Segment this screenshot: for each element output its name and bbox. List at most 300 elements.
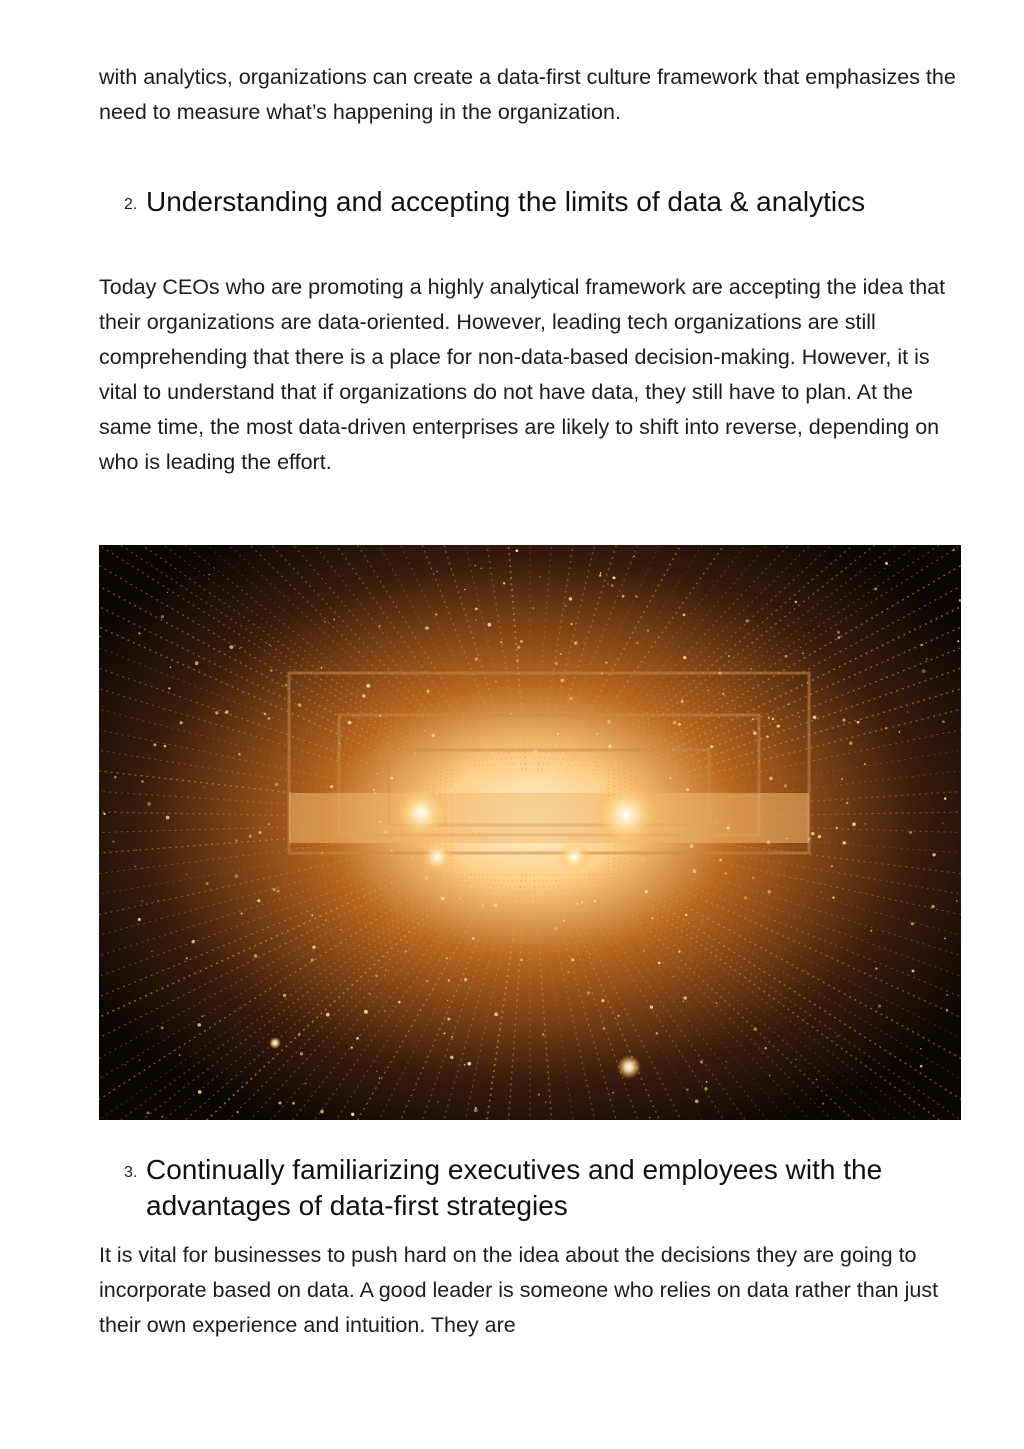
- light-sparkle: [391, 850, 393, 852]
- light-sparkle: [472, 937, 475, 940]
- light-sparkle: [719, 859, 722, 862]
- light-sparkle: [683, 996, 687, 1000]
- light-sparkle: [384, 1010, 386, 1012]
- light-sparkle: [157, 900, 158, 901]
- light-sparkle: [772, 718, 775, 721]
- light-sparkle: [926, 658, 928, 660]
- light-sparkle: [565, 605, 567, 607]
- light-sparkle: [678, 723, 681, 726]
- light-sparkle: [690, 844, 694, 848]
- light-sparkle: [138, 918, 141, 921]
- light-sparkle: [727, 826, 730, 829]
- light-sparkle: [907, 711, 909, 713]
- light-sparkle: [441, 897, 445, 901]
- light-sparkle: [599, 574, 602, 577]
- light-sparkle: [270, 669, 273, 672]
- light-sparkle: [885, 727, 887, 729]
- light-sparkle: [813, 715, 817, 719]
- light-sparkle: [198, 1023, 202, 1027]
- light-sparkle: [202, 1015, 204, 1017]
- section-3-body: It is vital for businesses to push hard on the idea about the decisions they are going to incorporate based on data. A good leader is someone who relies on data rather than just their own experience and intuition. They are: [99, 1243, 939, 1337]
- light-sparkle: [500, 641, 502, 643]
- light-sparkle: [278, 1101, 281, 1104]
- light-sparkle: [366, 684, 370, 688]
- light-sparkle: [489, 885, 491, 887]
- light-sparkle: [384, 830, 387, 833]
- light-sparkle: [811, 832, 814, 835]
- light-sparkle: [704, 1087, 707, 1090]
- light-sparkle: [686, 788, 689, 791]
- light-sparkle: [304, 1083, 306, 1085]
- section-2-heading: [124, 184, 964, 223]
- light-sparkle: [706, 1081, 708, 1083]
- light-sparkle: [617, 1015, 619, 1017]
- light-sparkle: [909, 831, 912, 834]
- section-3-number: 3.: [124, 1164, 138, 1181]
- light-sparkle: [710, 745, 713, 748]
- light-sparkle: [269, 644, 271, 646]
- light-sparkle: [587, 991, 590, 994]
- light-sparkle: [576, 902, 579, 905]
- light-sparkle: [554, 927, 558, 931]
- light-sparkle: [447, 1018, 450, 1021]
- light-sparkle: [168, 687, 170, 689]
- light-sparkle: [837, 631, 840, 634]
- light-sparkle: [254, 954, 257, 957]
- light-sparkle: [225, 710, 228, 713]
- light-sparkle: [376, 1071, 378, 1073]
- light-sparkle: [373, 789, 375, 791]
- light-sparkle: [432, 733, 436, 737]
- light-sparkle: [786, 838, 788, 840]
- light-sparkle: [777, 725, 780, 728]
- light-sparkle: [268, 717, 271, 720]
- light-sparkle: [450, 1056, 454, 1060]
- light-sparkle: [673, 721, 677, 725]
- light-sparkle: [99, 636, 101, 638]
- light-sparkle: [822, 1102, 824, 1104]
- light-sparkle: [722, 693, 724, 695]
- light-sparkle: [320, 1110, 324, 1114]
- light-sparkle: [161, 1115, 163, 1117]
- light-sparkle: [264, 713, 267, 716]
- light-sparkle: [446, 957, 449, 960]
- light-sparkle: [611, 584, 614, 587]
- light-sparkle: [275, 782, 279, 786]
- light-sparkle: [435, 613, 437, 615]
- light-sparkle: [942, 822, 944, 824]
- light-sparkle: [647, 629, 650, 632]
- light-sparkle: [311, 914, 313, 916]
- light-sparkle: [752, 718, 754, 720]
- light-sparkle: [795, 601, 797, 603]
- light-sparkle: [330, 785, 333, 788]
- light-sparkle: [560, 653, 562, 655]
- intro-paragraph: with analytics, organizations can create a data-first culture framework that emphasizes the need to measure what’s happening in the organization.: [99, 65, 956, 124]
- light-sparkle: [612, 1092, 614, 1094]
- light-sparkle: [603, 1028, 605, 1030]
- light-sparkle: [259, 831, 262, 834]
- light-sparkle: [320, 667, 322, 669]
- light-sparkle: [460, 898, 462, 900]
- light-sparkle: [516, 659, 518, 661]
- light-sparkle: [563, 920, 565, 922]
- light-sparkle: [612, 576, 615, 579]
- light-sparkle: [849, 742, 853, 746]
- light-sparkle: [208, 574, 209, 575]
- light-sparkle: [103, 813, 105, 815]
- light-sparkle: [607, 720, 611, 724]
- light-sparkle: [708, 690, 710, 692]
- light-sparkle: [164, 745, 167, 748]
- light-sparkle: [273, 888, 276, 891]
- light-sparkle: [142, 900, 144, 902]
- photo-illustration: [99, 545, 961, 1120]
- light-sparkle: [300, 1052, 303, 1055]
- light-sparkle: [700, 1061, 703, 1064]
- light-sparkle: [436, 571, 438, 573]
- light-sparkle: [348, 721, 351, 724]
- light-sparkle: [339, 742, 341, 744]
- light-sparkle: [820, 891, 821, 892]
- light-sparkle: [283, 994, 286, 997]
- light-sparkle: [520, 640, 523, 643]
- light-sparkle: [170, 666, 172, 668]
- light-sparkle: [326, 1013, 330, 1017]
- light-sparkle: [520, 959, 523, 962]
- light-sparkle: [379, 821, 381, 823]
- light-sparkle: [467, 1062, 471, 1066]
- light-sparkle: [581, 902, 583, 904]
- light-sparkle: [649, 1117, 650, 1118]
- light-sparkle: [875, 967, 877, 969]
- light-sparkle: [378, 625, 380, 627]
- light-sparkle: [321, 852, 323, 854]
- light-sparkle: [744, 896, 747, 899]
- light-sparkle: [841, 778, 843, 780]
- light-sparkle: [415, 753, 417, 755]
- light-sparkle: [912, 970, 915, 973]
- light-sparkle: [517, 646, 520, 649]
- light-sparkle: [635, 595, 638, 598]
- light-sparkle: [837, 1035, 839, 1037]
- light-sparkle: [752, 877, 755, 880]
- light-sparkle: [567, 972, 569, 974]
- light-sparkle: [878, 1004, 881, 1007]
- light-sparkle: [944, 937, 946, 939]
- light-sparkle: [953, 549, 956, 552]
- light-sparkle: [911, 922, 914, 925]
- light-sparkle: [944, 797, 946, 799]
- light-sparkle: [715, 1002, 717, 1004]
- light-sparkle: [374, 792, 377, 795]
- light-spot-low-right: [558, 841, 590, 873]
- light-sparkle: [297, 1033, 300, 1036]
- light-sparkle: [846, 802, 848, 804]
- section-2-body: Today CEOs who are promoting a highly analytical framework are accepting the idea that their organizations are data-oriented. However, leading tech organizations are still comprehending that there is a place for non-data-based decision-making. However, it is vital to understand that if organizations do not have data, they still have to plan. At the same time, the most data-driven enterprises are likely to shift into reverse, depending on who is leading the effort.: [99, 275, 946, 474]
- light-sparkle: [843, 841, 846, 844]
- light-sparkle: [769, 777, 772, 780]
- light-sparkle: [351, 1046, 353, 1048]
- light-sparkle: [469, 885, 472, 888]
- light-sparkle: [681, 700, 684, 703]
- light-sparkle: [605, 662, 607, 664]
- light-sparkle: [538, 1094, 540, 1096]
- light-sparkle: [942, 720, 945, 723]
- light-sparkle: [377, 773, 379, 775]
- light-sparkle: [650, 1005, 653, 1008]
- light-sparkle: [555, 743, 557, 745]
- light-sparkle: [716, 821, 718, 823]
- light-sparkle: [836, 827, 838, 829]
- light-sparkle: [596, 733, 598, 735]
- light-sparkle: [443, 1032, 445, 1034]
- light-sparkle: [539, 576, 540, 577]
- glowing-light-strands-image: [99, 545, 961, 1120]
- light-sparkle: [503, 582, 505, 584]
- light-sparkle: [147, 802, 151, 806]
- light-sparkle: [726, 1061, 728, 1063]
- light-sparkle: [957, 640, 959, 642]
- light-sparkle: [600, 572, 602, 574]
- light-sparkle: [494, 1012, 498, 1016]
- light-sparkle: [186, 957, 188, 959]
- light-spot-left: [393, 785, 449, 841]
- light-sparkle: [678, 951, 680, 953]
- light-sparkle: [802, 652, 804, 654]
- section-3-title: Continually familiarizing executives and employees with the advantages of data-first strategies: [146, 1154, 883, 1221]
- light-sparkle: [651, 917, 653, 919]
- light-sparkle: [818, 835, 821, 838]
- light-sparkle: [766, 735, 769, 738]
- light-sparkle: [481, 905, 484, 908]
- light-sparkle: [784, 784, 787, 787]
- light-sparkle: [683, 614, 686, 617]
- light-sparkle: [636, 642, 639, 645]
- light-sparkle: [292, 1102, 295, 1105]
- light-sparkle: [832, 896, 834, 898]
- light-sparkle: [601, 673, 603, 675]
- light-sparkle: [215, 711, 218, 714]
- light-sparkle: [180, 721, 183, 724]
- light-sparkle: [864, 763, 866, 765]
- light-sparkle: [364, 1010, 368, 1014]
- light-sparkle: [885, 562, 888, 565]
- light-sparkle: [448, 979, 450, 981]
- light-sparkle: [141, 780, 144, 783]
- light-sparkle: [241, 647, 242, 648]
- light-sparkle: [277, 890, 280, 893]
- light-sparkle: [956, 900, 958, 902]
- light-sparkle: [569, 597, 572, 600]
- light-sparkle: [932, 905, 935, 908]
- light-sparkle: [379, 1077, 380, 1078]
- light-sparkle: [161, 1027, 164, 1030]
- ceiling-band: [289, 793, 809, 843]
- light-sparkle: [235, 874, 239, 878]
- light-sparkle: [693, 869, 697, 873]
- light-sparkle: [842, 719, 845, 722]
- light-sparkle: [179, 1054, 180, 1055]
- light-sparkle: [464, 589, 466, 591]
- light-sparkle: [249, 835, 252, 838]
- light-sparkle: [268, 823, 270, 825]
- light-sparkle: [136, 850, 137, 851]
- light-sparkle: [206, 882, 209, 885]
- light-sparkle: [138, 632, 140, 634]
- light-sparkle: [167, 592, 168, 593]
- light-sparkle: [570, 623, 573, 626]
- light-sparkle: [768, 717, 770, 719]
- light-sparkle: [594, 900, 596, 902]
- section-2-number: 2.: [124, 196, 138, 213]
- light-sparkle: [312, 946, 315, 949]
- light-sparkle: [379, 715, 381, 717]
- light-sparkle: [198, 1090, 202, 1094]
- light-sparkle: [695, 1099, 699, 1103]
- light-sparkle: [356, 1037, 359, 1040]
- light-sparkle: [192, 940, 196, 944]
- light-sparkle: [385, 969, 386, 970]
- light-sparkle: [589, 953, 591, 955]
- light-sparkle: [532, 607, 534, 609]
- light-sparkle: [147, 1112, 150, 1115]
- light-sparkle: [151, 951, 152, 952]
- light-sparkle: [474, 831, 477, 834]
- light-sparkle: [567, 773, 569, 775]
- light-sparkle: [437, 1101, 439, 1103]
- light-sparkle: [503, 861, 506, 864]
- light-sparkle: [424, 876, 428, 880]
- light-sparkle: [112, 841, 114, 843]
- light-sparkle: [920, 1065, 923, 1068]
- light-sparkle: [278, 888, 279, 889]
- light-sparkle: [557, 733, 559, 735]
- light-sparkle: [768, 890, 771, 893]
- light-sparkle: [341, 929, 342, 930]
- light-sparkle: [451, 1036, 453, 1038]
- light-sparkle: [591, 765, 595, 769]
- light-sparkle: [114, 776, 117, 779]
- light-sparkle: [369, 993, 371, 995]
- light-sparkle: [946, 994, 948, 996]
- light-sparkle: [799, 716, 800, 717]
- light-sparkle: [426, 980, 428, 982]
- light-sparkle: [922, 669, 926, 673]
- light-sparkle: [351, 1113, 354, 1116]
- light-sparkle: [750, 668, 752, 670]
- light-sparkle: [488, 623, 492, 627]
- light-spot-bottom: [617, 1055, 641, 1079]
- light-sparkle: [795, 1059, 796, 1060]
- light-sparkle: [561, 678, 565, 682]
- light-sparkle: [241, 913, 243, 915]
- light-sparkle: [533, 901, 535, 903]
- light-sparkle: [669, 777, 671, 779]
- light-sparkle: [186, 874, 187, 875]
- light-spot-bottom-left: [269, 1037, 281, 1049]
- light-sparkle: [447, 1000, 448, 1001]
- light-sparkle: [464, 1064, 466, 1066]
- light-spot-low-left: [421, 841, 453, 873]
- light-sparkle: [874, 587, 877, 590]
- light-sparkle: [230, 645, 234, 649]
- section-2-title: Understanding and accepting the limits of data & analytics: [146, 186, 866, 217]
- light-sparkle: [601, 999, 604, 1002]
- light-sparkle: [298, 703, 301, 706]
- light-sparkle: [614, 764, 617, 767]
- light-sparkle: [633, 555, 635, 557]
- light-sparkle: [932, 853, 935, 856]
- light-sparkle: [510, 713, 512, 715]
- light-sparkle: [475, 607, 478, 610]
- light-sparkle: [464, 978, 467, 981]
- light-sparkle: [474, 564, 476, 566]
- light-sparkle: [767, 840, 771, 844]
- light-sparkle: [285, 684, 288, 687]
- light-sparkle: [622, 595, 625, 598]
- light-sparkle: [325, 919, 327, 921]
- light-sparkle: [920, 1048, 921, 1049]
- light-sparkle: [324, 621, 326, 623]
- light-sparkle: [607, 583, 608, 584]
- light-sparkle: [237, 1111, 239, 1113]
- light-sparkle: [238, 753, 241, 756]
- light-sparkle: [769, 1075, 771, 1077]
- light-sparkle: [134, 866, 135, 867]
- light-sparkle: [746, 619, 749, 622]
- light-sparkle: [139, 1059, 141, 1061]
- light-spot-right: [592, 781, 660, 849]
- light-sparkle: [533, 750, 537, 754]
- light-sparkle: [475, 619, 477, 621]
- light-sparkle: [831, 865, 833, 867]
- light-sparkle: [645, 890, 648, 893]
- light-sparkle: [921, 644, 923, 646]
- light-sparkle: [764, 1047, 766, 1049]
- light-sparkle: [816, 1079, 818, 1081]
- light-sparkle: [405, 950, 407, 952]
- light-sparkle: [865, 823, 866, 824]
- light-sparkle: [495, 681, 497, 683]
- light-sparkle: [427, 690, 430, 693]
- light-sparkle: [656, 1032, 659, 1035]
- light-sparkle: [494, 903, 498, 907]
- light-sparkle: [203, 787, 204, 788]
- light-sparkle: [571, 958, 574, 961]
- light-sparkle: [870, 930, 872, 932]
- light-sparkle: [375, 974, 378, 977]
- light-sparkle: [685, 914, 688, 917]
- light-sparkle: [516, 549, 519, 552]
- light-sparkle: [425, 626, 428, 629]
- light-sparkle: [125, 1064, 126, 1065]
- light-sparkle: [475, 657, 478, 660]
- light-sparkle: [362, 694, 365, 697]
- light-sparkle: [166, 816, 170, 820]
- light-sparkle: [898, 731, 900, 733]
- light-sparkle: [686, 1088, 689, 1091]
- light-sparkle: [411, 857, 413, 859]
- light-sparkle: [838, 636, 841, 639]
- light-sparkle: [788, 704, 790, 706]
- light-sparkle: [683, 1000, 685, 1002]
- light-sparkle: [672, 976, 674, 978]
- light-sparkle: [725, 872, 727, 874]
- light-sparkle: [257, 899, 260, 902]
- light-sparkle: [702, 920, 704, 922]
- light-sparkle: [753, 1027, 757, 1031]
